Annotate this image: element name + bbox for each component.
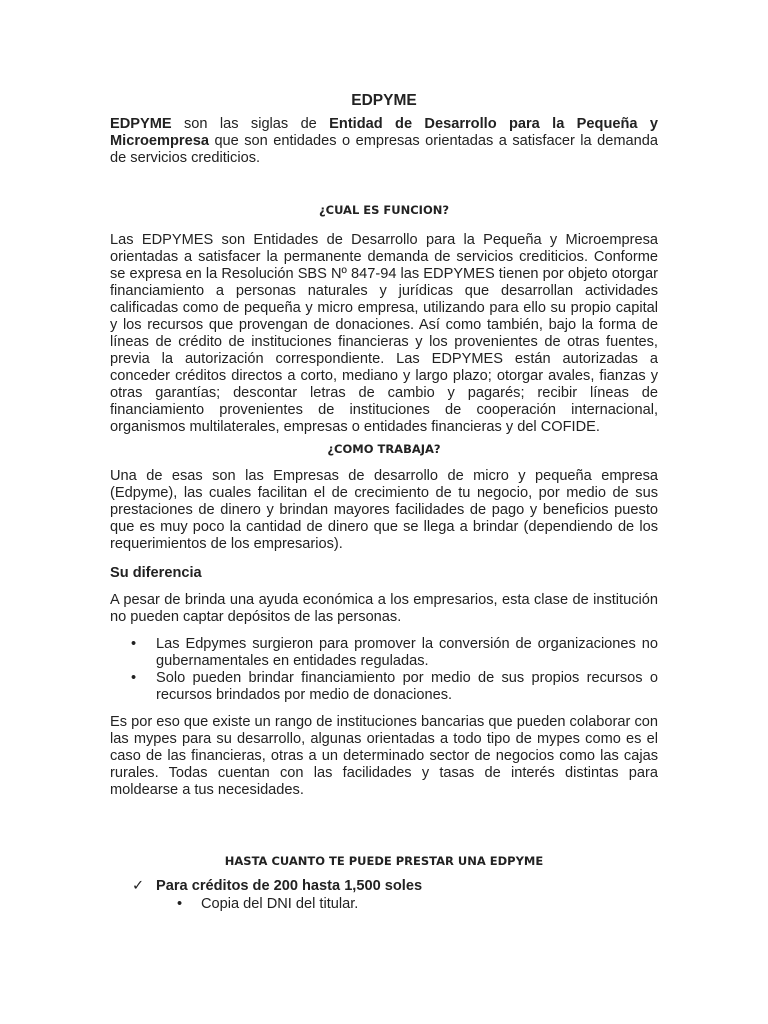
checkmark-icon: ✓ xyxy=(132,878,145,894)
heading-funcion: ¿CUAL ES FUNCION? xyxy=(318,203,450,217)
list-item xyxy=(110,636,658,670)
funcion-paragraph: Las EDPYMES son Entidades de Desarrollo para la Pequeña y Microempresa orientadas a satisfacer la permanente demanda de servicios crediticios. Conforme se expresa en la Resolución SBS Nº 847-94 las EDPYMES tienen por objeto otorgar financiamiento a personas naturales y jurídicas que desarrollan actividades calificadas como de pequeña y micro empresa, utilizando para ello su propio capital y los recursos que provengan de donaciones. Así como también, bajo la forma de líneas de crédito de instituciones financieras y los provenientes de otras fuentes, previa la autorización correspondiente. Las EDPYMES están autorizadas a conceder créditos directos a corto, mediano y largo plazo; otorgar avales, fianzas y otras garantías; descontar letras de cambio y pagarés; recibir líneas de financiamiento provenientes de instituciones de cooperación internacional, organismos multilaterales, empresas o entidades financieras y del COFIDE. xyxy=(110,232,658,435)
trabaja-paragraph: Una de esas son las Empresas de desarrollo de micro y pequeña empresa (Edpyme), las cuales facilitan el de crecimiento de tu negocio, por medio de sus prestaciones de dinero y brindan mayores facilidades de pago y beneficios puesto que es muy poco la cantidad de dinero que se llega a brindar (dependiendo de los requerimientos de los empresarios). xyxy=(110,468,658,552)
intro-text-1: son las siglas de xyxy=(171,116,330,132)
intro-text-2: que son entidades o empresas orientadas a satisfacer la demanda de servicios crediticios. xyxy=(110,133,658,166)
sub-list-item xyxy=(110,896,658,913)
heading-prestar: HASTA CUANTO TE PUEDE PRESTAR UNA EDPYME xyxy=(224,854,544,868)
bullet-icon: • xyxy=(177,896,183,912)
checklist-item-text: Para créditos de 200 hasta 1,500 soles xyxy=(156,878,423,894)
bullet-icon: • xyxy=(131,670,137,686)
diferencia-paragraph: A pesar de brinda una ayuda económica a los empresarios, esta clase de institución no pueden captar depósitos de las personas. xyxy=(110,592,658,625)
intro-paragraph xyxy=(110,116,658,167)
heading-trabaja: ¿COMO TRABAJA? xyxy=(327,442,441,456)
closing-paragraph: Es por eso que existe un rango de instituciones bancarias que pueden colaborar con las mypes para su desarrollo, algunas orientadas a todo tipo de mypes como es el caso de las financieras, otras a un determinado sector de negocios como las cajas rurales. Todas cuentan con las facilidades y tasas de interés distintas para moldearse a tus necesidades. xyxy=(110,714,658,798)
checklist-item xyxy=(110,878,658,895)
bullet-icon: • xyxy=(131,636,137,652)
document-title: EDPYME xyxy=(351,92,417,109)
sub-list-item-text: Copia del DNI del titular. xyxy=(201,896,359,912)
diferencia-bullet-list xyxy=(110,636,658,704)
intro-full-name: Entidad de Desarrollo para la Pequeña y Microempresa xyxy=(110,116,658,149)
heading-diferencia: Su diferencia xyxy=(110,565,202,581)
list-item-text: Las Edpymes surgieron para promover la conversión de organizaciones no gubernamentales en entidades reguladas. xyxy=(156,636,658,669)
intro-term: EDPYME xyxy=(110,116,172,132)
list-item xyxy=(110,670,658,704)
list-item-text: Solo pueden brindar financiamiento por medio de sus propios recursos o recursos brindados por medio de donaciones. xyxy=(156,670,658,703)
